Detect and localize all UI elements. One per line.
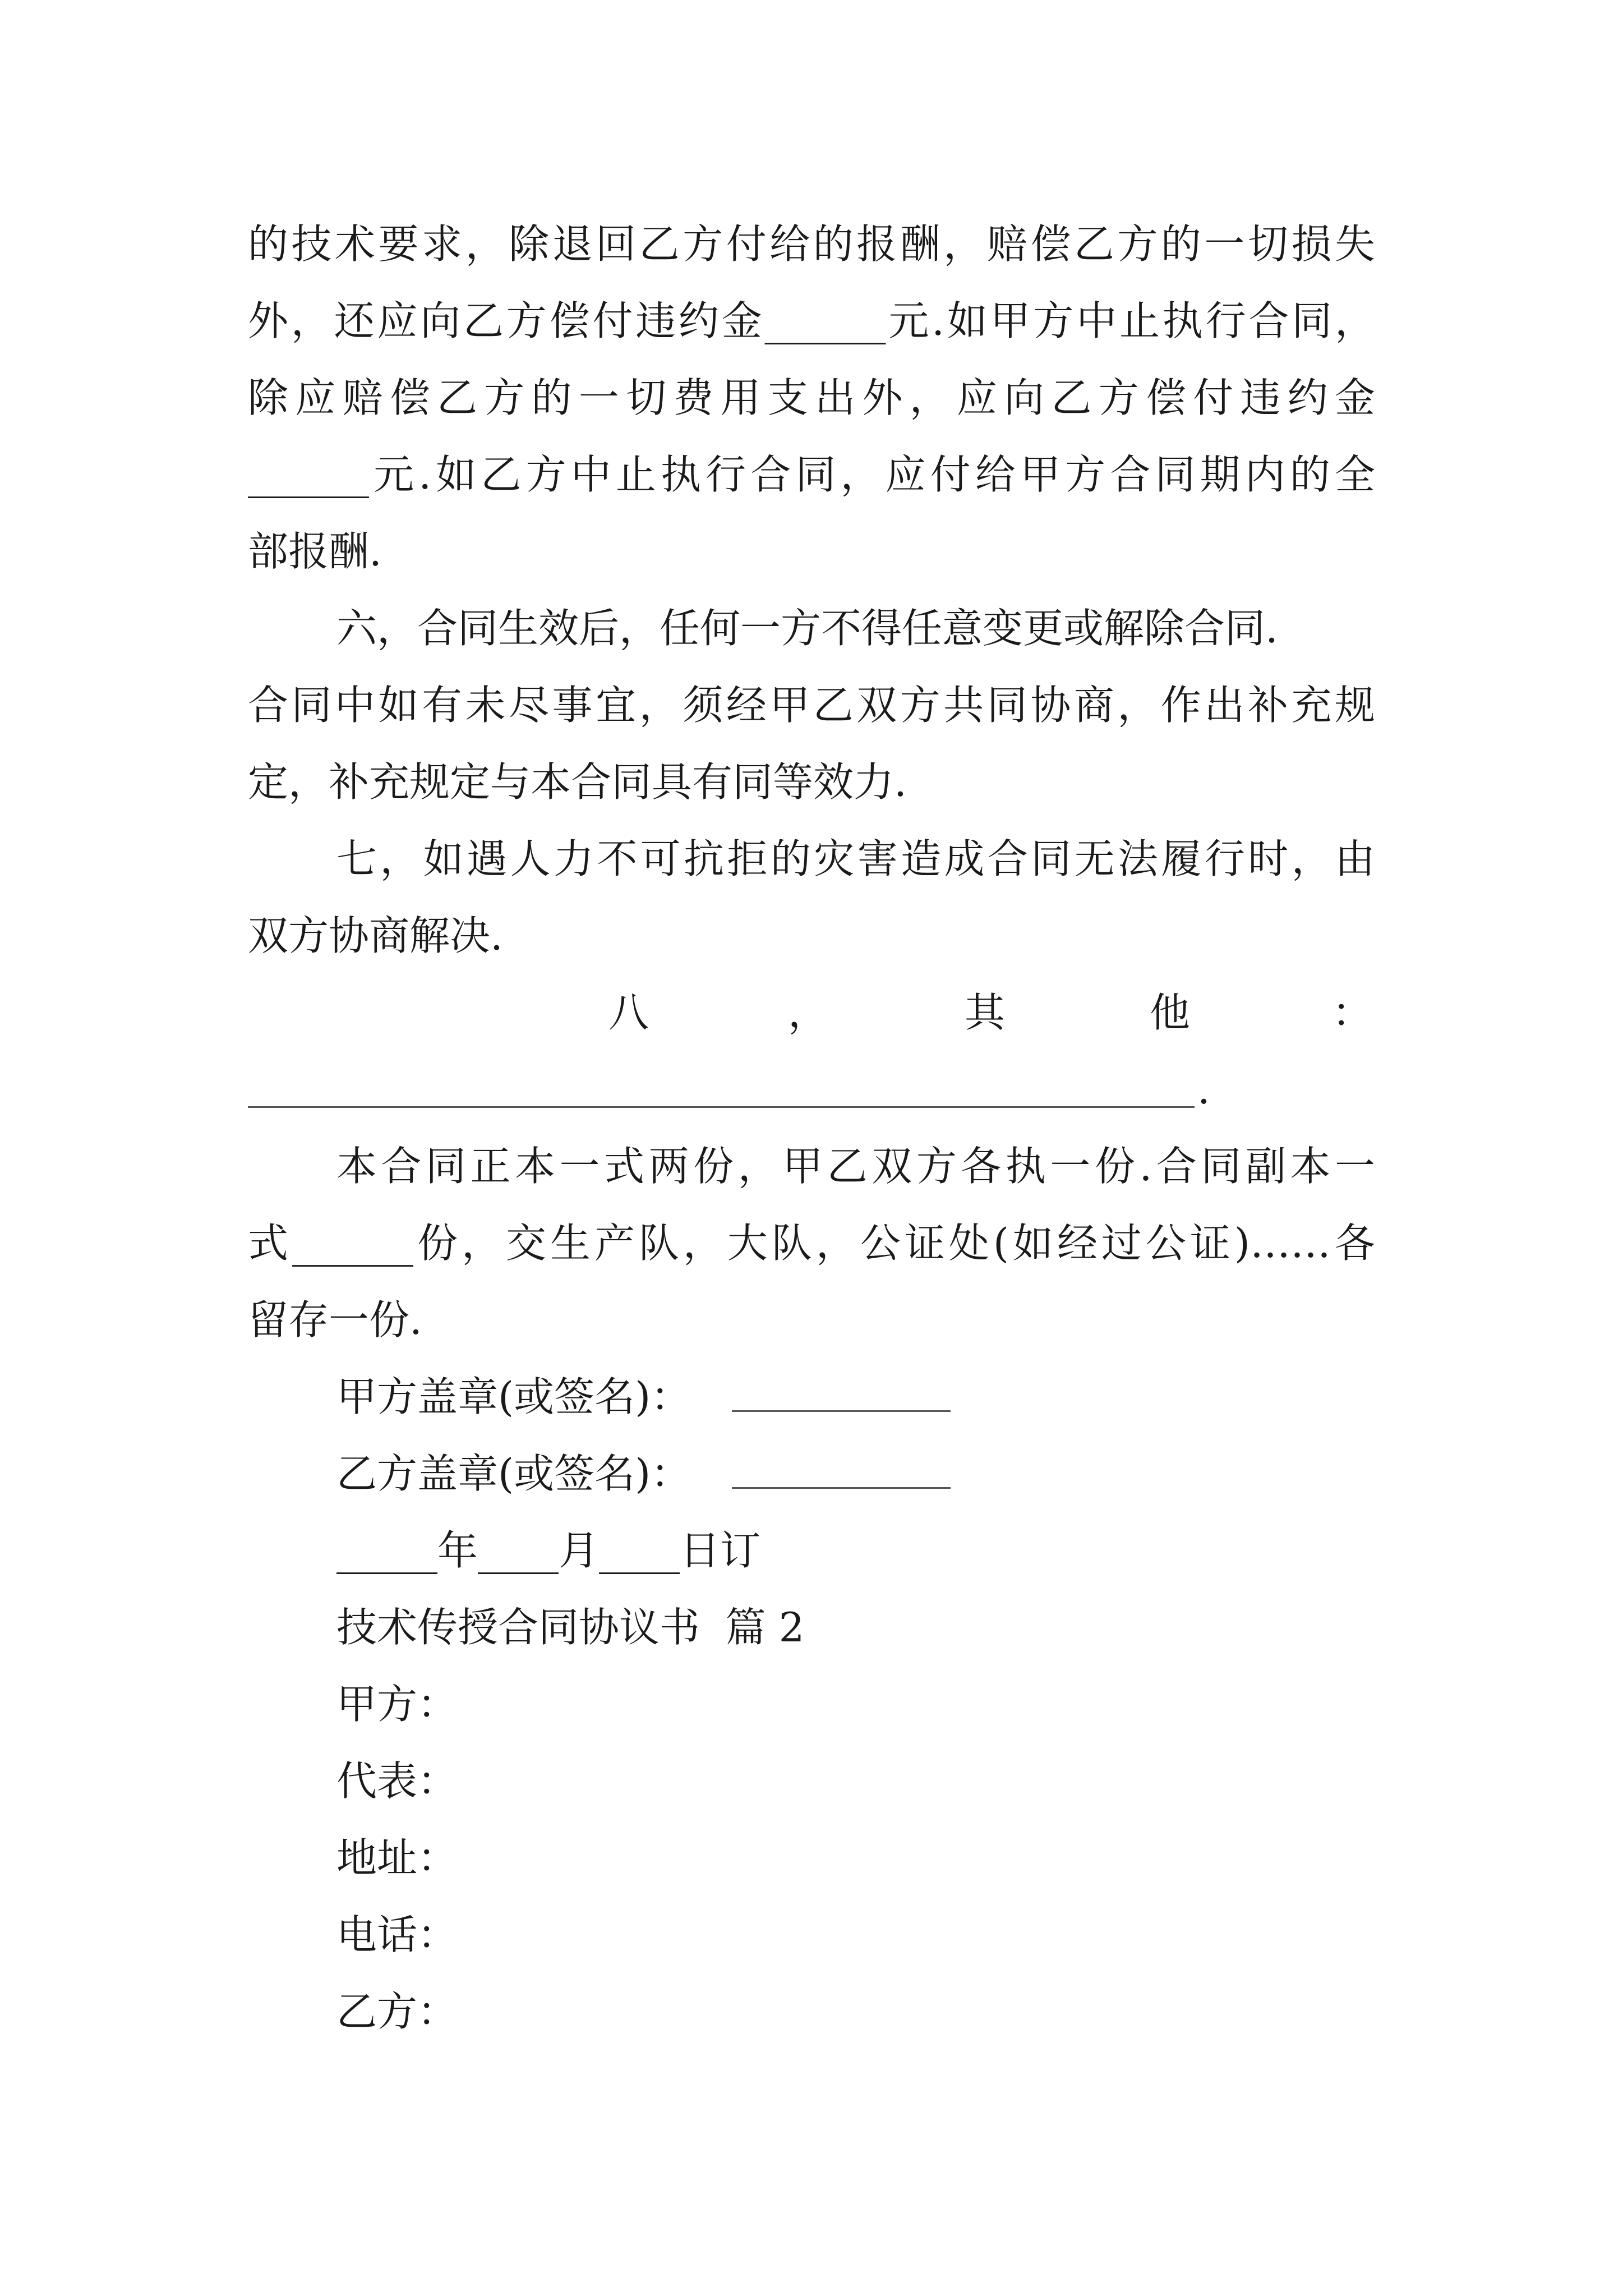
clause-seven-line-1: 七，如遇人力不可抗拒的灾害造成合同无法履行时，由 (336, 835, 1375, 882)
party-b-signature-blank (732, 1487, 951, 1489)
clause-eight-char-3: 其 (965, 989, 1006, 1036)
clause-eight-period: . (1197, 1066, 1210, 1113)
copies-line-3: 留存一份. (248, 1296, 422, 1343)
clause-six-line-1: 六，合同生效后，任何一方不得任意变更或解除合同. (336, 605, 1278, 652)
clause-eight-char-5: ： (1332, 989, 1373, 1036)
copies-line-1: 本合同正本一式两份，甲乙双方各执一份.合同副本一 (336, 1143, 1375, 1190)
contract-2-address: 地址： (336, 1834, 458, 1881)
clause-six-line-2: 合同中如有未尽事宜，须经甲乙双方共同协商，作出补充规 (248, 682, 1375, 729)
copies-line-2: 式______份，交生产队，大队，公证处(如经过公证)……各 (248, 1220, 1375, 1267)
party-b-signature-label: 乙方盖章(或签名)： (336, 1450, 691, 1497)
contract-2-party-b: 乙方： (336, 1988, 458, 2035)
clause-eight-char-1: 八 (608, 989, 649, 1036)
clause-five-line-4: ______元.如乙方中止执行合同，应付给甲方合同期内的全 (248, 451, 1375, 498)
clause-five-line-3: 除应赔偿乙方的一切费用支出外，应向乙方偿付违约金 (248, 374, 1375, 421)
clause-eight-blank-line (248, 1106, 1195, 1108)
clause-five-line-2: 外，还应向乙方偿付违约金______元.如甲方中止执行合同， (248, 297, 1375, 344)
clause-eight-char-2: ， (788, 989, 829, 1036)
clause-five-line-5: 部报酬. (248, 528, 382, 575)
contract-2-title: 技术传授合同协议书 篇 2 (336, 1604, 805, 1651)
clause-five-line-1: 的技术要求，除退回乙方付给的报酬，赔偿乙方的一切损失 (248, 220, 1375, 268)
party-a-signature-label: 甲方盖章(或签名)： (336, 1373, 691, 1420)
clause-eight-char-4: 他 (1150, 989, 1191, 1036)
clause-seven-line-2: 双方协商解决. (248, 912, 503, 959)
contract-2-representative: 代表： (336, 1757, 458, 1805)
contract-2-phone: 电话： (336, 1911, 458, 1958)
contract-2-party-a: 甲方： (336, 1681, 458, 1728)
date-line: _____年____月____日订 (336, 1527, 761, 1574)
clause-six-line-3: 定，补充规定与本合同具有同等效力. (248, 758, 907, 806)
party-a-signature-blank (732, 1410, 951, 1412)
